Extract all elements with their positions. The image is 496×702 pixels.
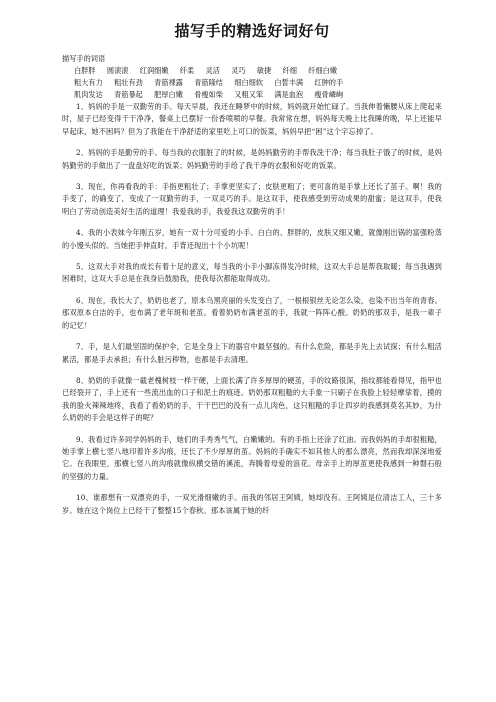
word-row (74, 77, 442, 89)
word-item: 红肿的手 (314, 78, 344, 87)
paragraph: 1、妈妈的手是一双勤劳的手。每天早晨，我还在睡梦中的时候，妈妈就开始忙碌了。当我伸着懒腰从床上爬起来时，屋子已经变得干干净净，餐桌上已摆好一份香喷喷的早餐。我常常在想，妈妈每天晚上比我睡的晚，早上还能早早起床，她不困吗？但为了我能在干净舒适的家里吃上可口的饭菜，妈妈早把“困”这个字忘掉了。 (62, 102, 442, 136)
word-item: 红润细嫩 (139, 66, 169, 75)
paragraph: 10、谁都想有一双漂亮的手，一双光滑细嫩的手。而我的邻居王阿姨，她却没有。王阿姨是位清洁工人，三十多岁。她在这个岗位上已经干了整整15个春秋。那本该属于她的纤 (62, 493, 442, 515)
word-item: 白皙丰满 (274, 78, 304, 87)
paragraph: 2、妈妈的手是勤劳的手。每当我的衣服脏了的时候，是妈妈勤劳的手帮我洗干净；每当我肚子饿了的时候，是妈妈勤劳的手做出了一盘盘好吃的饭菜；妈妈勤劳的手给了我干净的衣服和好吃的饭菜。 (62, 148, 442, 170)
word-item: 瘦骨嶙峋 (314, 90, 344, 99)
word-item: 又粗又笨 (234, 90, 264, 99)
word-item: 圆滚滚 (106, 66, 129, 75)
word-row (74, 65, 442, 77)
word-item: 满是血泡 (274, 90, 304, 99)
paragraph: 4、我的小表妹今年刚五岁，她有一双十分可爱的小手。白白的、胖胖的，皮肤又细又嫩，就像刚出锅的富强粉蒸的小馒头似的。当她把手伸直时，手背还现出十个小坑呢！ (62, 228, 442, 250)
word-item: 灵活 (205, 66, 220, 75)
section-label: 描写手的词语 (62, 54, 106, 63)
page-title: 描写手的精选好词好句 (174, 22, 330, 40)
word-item: 纤柔 (179, 66, 195, 75)
word-row (74, 89, 442, 101)
word-item: 白胖胖 (74, 66, 96, 75)
paragraph: 5、这双大手对我的成长有着十足的意义，每当我的小手小脚冻得发冷时候，这双大手总是帮我取暖；每当我遇到困难时，这双大手总是在我身后鼓励我，使我每次都能取得成功。 (62, 262, 442, 284)
paragraph: 6、现在，我长大了，奶奶也老了，原本乌黑亮丽的头发变白了，一根根银丝无论怎么染，也染不出当年的青春。那双原本白洁的手，也布满了老年斑和老茧。看着奶奶布满老茧的手，我就一阵阵心酸。奶奶的那双手，是我一辈子的记忆！ (62, 295, 442, 330)
word-item: 纤细白嫩 (308, 66, 338, 75)
paragraph: 8、奶奶的手就像一截老槐树枝一样干硬，上面长满了许多厚厚的硬茧，手的纹路很深，指纹都能看得见，指甲也已经裂开了，手上还有一些流出血的口子和泥土的痕迹。奶奶那双粗糙的大手象一只刷子在我脸上轻轻摩挲着，摸的我的脸火辣辣地疼，我看了看奶奶的手，干干巴巴的没有一点儿肉色，这只粗糙的手让四岁的我感到莫名其妙，为什么奶奶的手会是这样子的呢？ (62, 375, 442, 423)
word-item: 肌肉发达 (74, 90, 103, 99)
paragraph: 3、现在，你再看我的手：手指更粗壮了；手掌更坚实了；皮肤更粗了；更可喜的是手掌上还长了茧子。啊！我的手变了，的确变了，变成了一双勤劳的手，一双灵巧的手。是这双手，使我感受到劳动成果的甜蜜；是这双手，使我明白了劳动创造美好生活的道理！我爱我的手，我爱我这双勤劳的手！ (62, 182, 442, 216)
word-item: 纤细 (282, 66, 297, 75)
word-item: 粗大有力 (74, 78, 103, 87)
word-item: 青筋暴起 (114, 90, 143, 99)
word-item: 敏捷 (256, 66, 272, 75)
word-item: 细白细软 (234, 78, 264, 87)
word-item: 灵巧 (231, 66, 246, 75)
word-item: 青筋隆结 (194, 78, 223, 87)
word-list (62, 65, 442, 101)
word-item: 肥厚白嫩 (154, 90, 183, 99)
paragraph: 9、我看过许多同学妈妈的手，她们的手秀秀气气，白嫩嫩的。有的手指上还涂了红油。而我妈妈的手却很粗糙，她手掌上横七竖八地印着许多沟痕，还长了不少厚厚的茧。妈妈的手确实不如其他人的那么漂亮，然而我却深深地爱它。在我眼里，那横七竖八的沟痕就像纵横交错的溪流，奔腾着母爱的浪花。母亲手上的厚茧更使我感到一种磐石般的坚强的力量。 (62, 434, 442, 481)
paragraph: 7、手，是人们最坚固的保护伞，它是全身上下的器官中最坚强的。有什么危险，都是手先上去试探；有什么粗活累活，都是手去承担；有什么脏污秽物，也都是手去清理。 (62, 342, 442, 364)
word-item: 青筋裸露 (154, 78, 183, 87)
word-item: 骨瘦如柴 (194, 90, 223, 99)
word-item: 粗壮有劲 (114, 78, 143, 87)
